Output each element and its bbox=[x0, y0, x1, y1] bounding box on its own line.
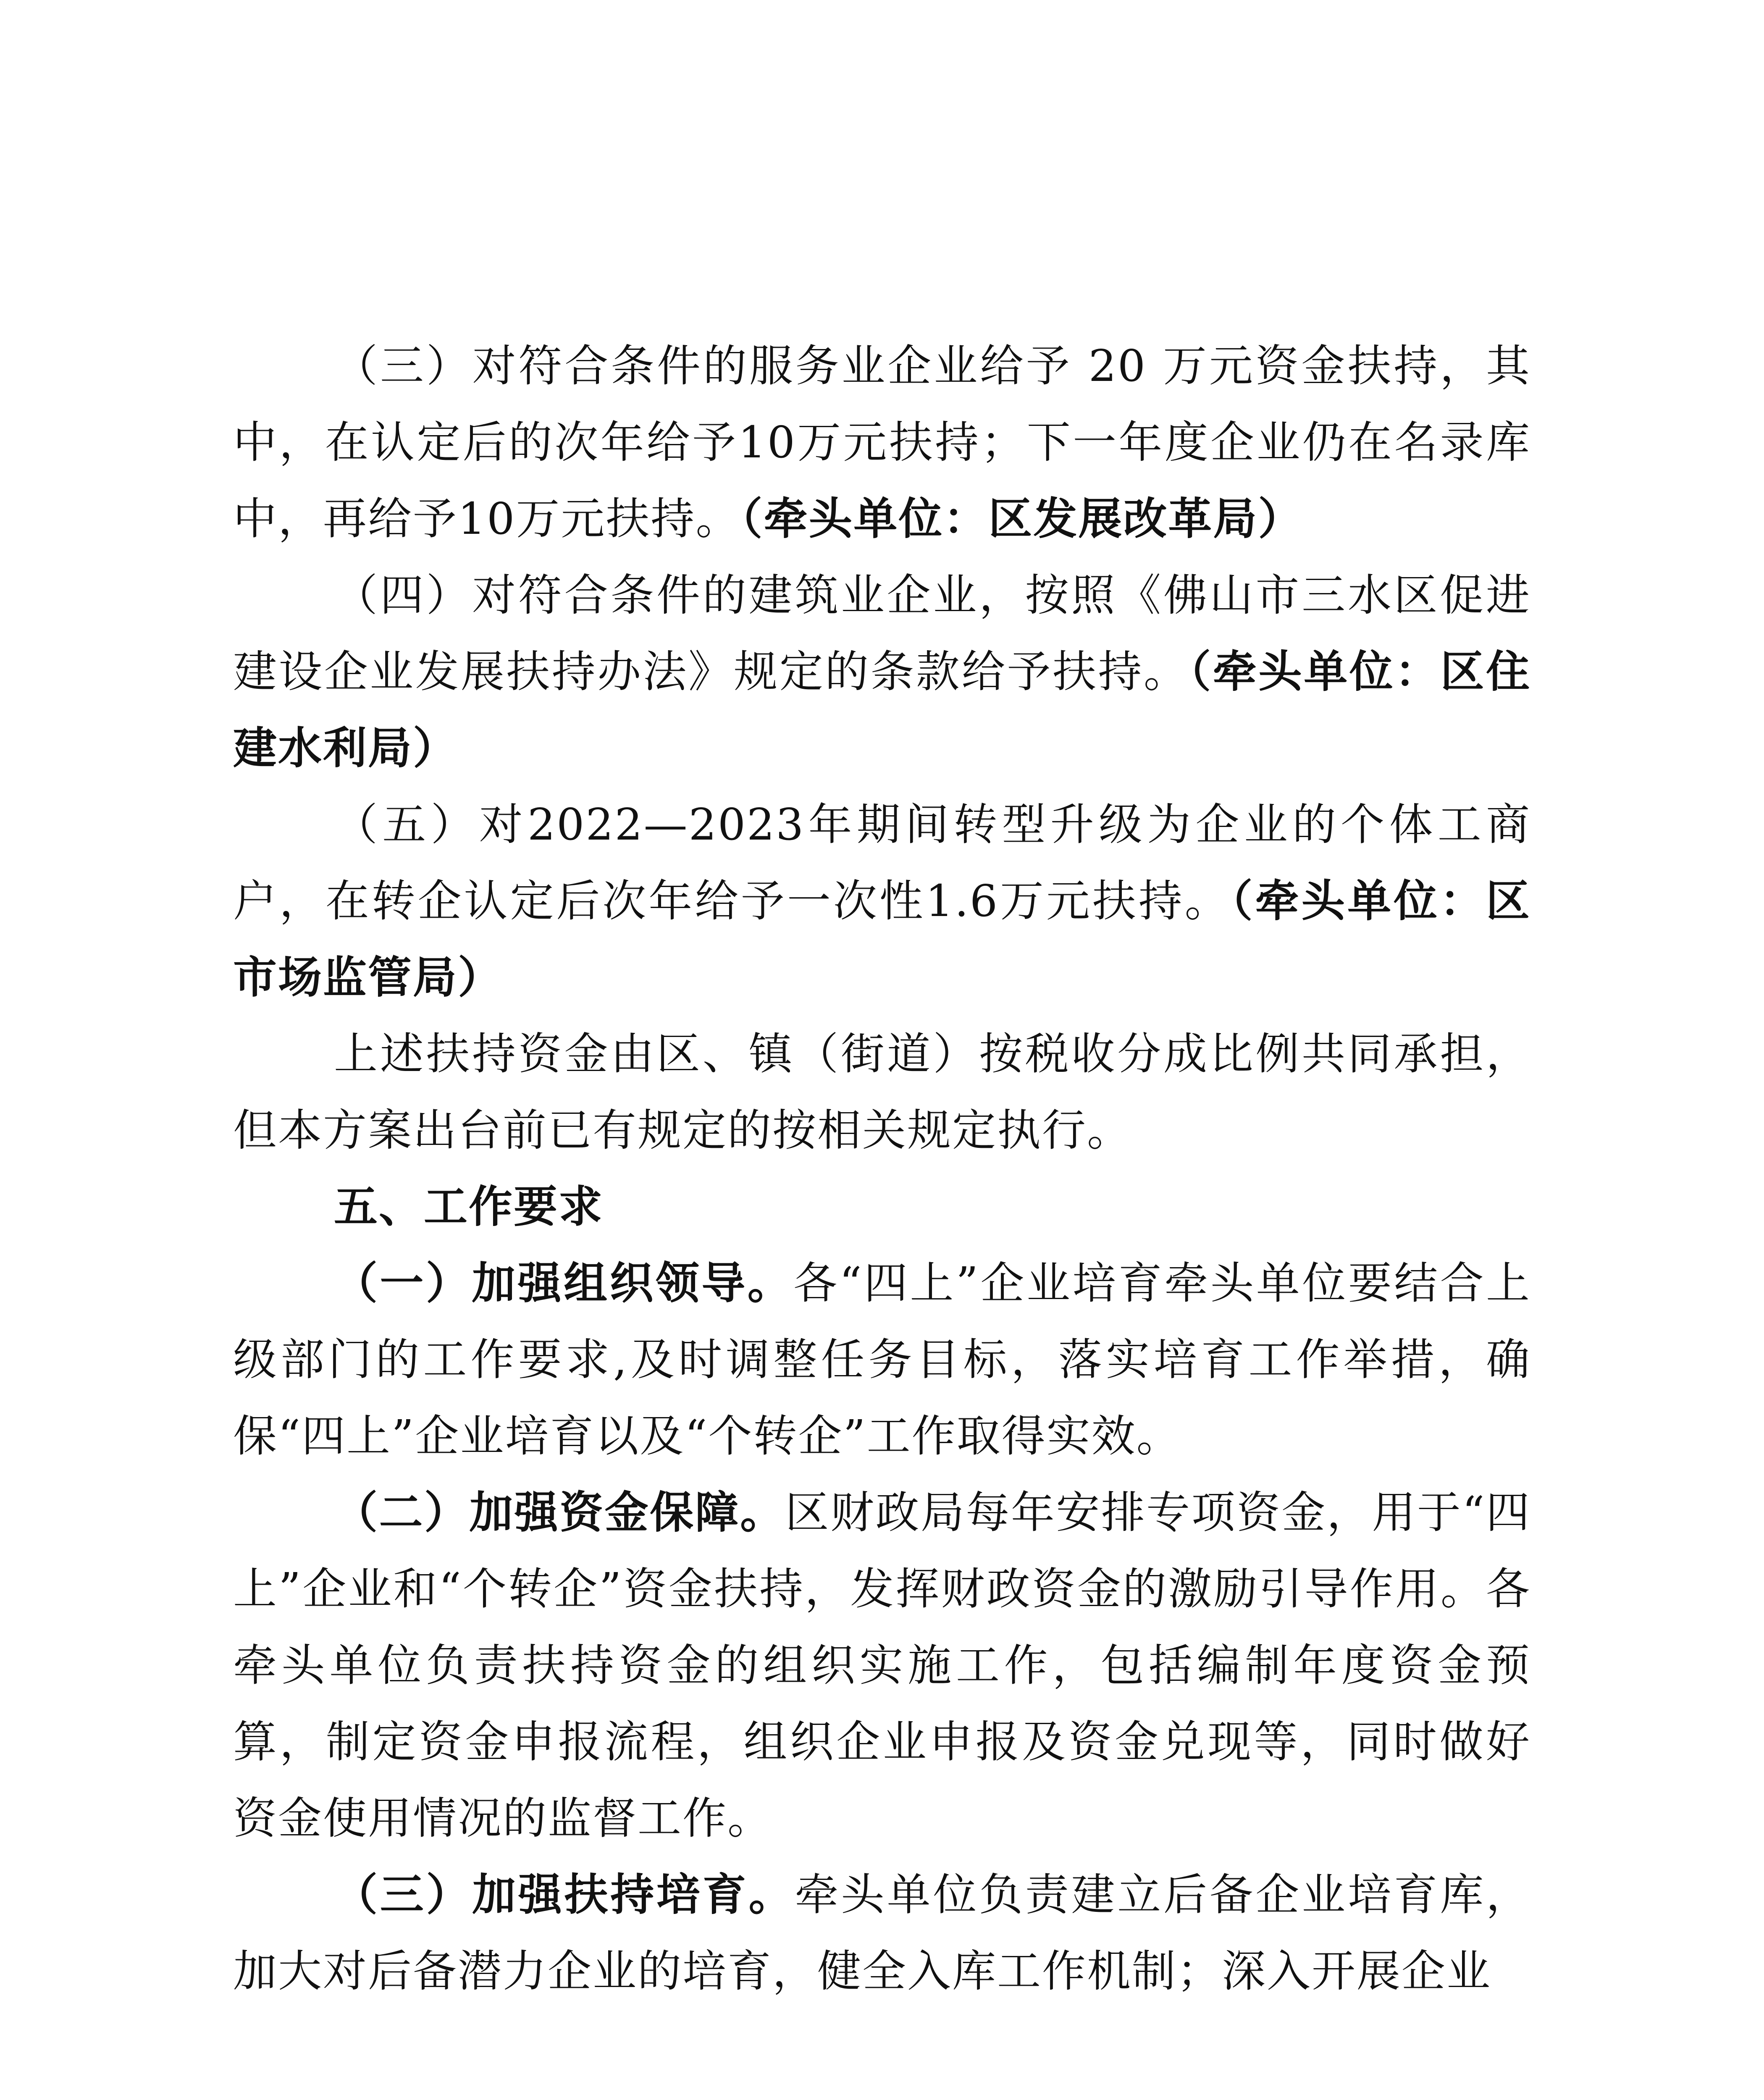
requirement-funding-guarantee bbox=[233, 1474, 1531, 1856]
section-heading: 五、工作要求 bbox=[334, 1181, 604, 1232]
requirement-title: （一）加强组织领导。 bbox=[334, 1257, 794, 1309]
lead-unit-label: （牵头单位：区发展改革局） bbox=[740, 493, 1303, 544]
requirement-title: （三）加强扶持培育。 bbox=[334, 1869, 795, 1920]
paragraph-text: 上述扶持资金由区、镇（街道）按税收分成比例共同承担，但本方案出台前已有规定的按相关规定执行。 bbox=[233, 1028, 1531, 1156]
requirement-text: 牵头单位负责建立后备企业培育库，加大对后备潜力企业的培育，健全入库工作机制；深入开展企业 bbox=[233, 1869, 1531, 1997]
requirement-text: 各“四上”企业培育牵头单位要结合上级部门的工作要求,及时调整任务目标，落实培育工作举措，确保“四上”企业培育以及“个转企”工作取得实效。 bbox=[233, 1257, 1531, 1462]
requirement-support-cultivation bbox=[233, 1856, 1531, 2009]
paragraph-text: （四）对符合条件的建筑业企业，按照《佛山市三水区促进建设企业发展扶持办法》规定的条款给予扶持。 bbox=[233, 570, 1531, 697]
paragraph-text: （五）对2022—2023年期间转型升级为企业的个体工商户，在转企认定后次年给予一次性1.6万元扶持。 bbox=[233, 799, 1531, 927]
requirement-title: （二）加强资金保障。 bbox=[334, 1487, 785, 1538]
requirement-text: 区财政局每年安排专项资金，用于“四上”企业和“个转企”资金扶持，发挥财政资金的激励引导作用。各牵头单位负责扶持资金的组织实施工作，包括编制年度资金预算，制定资金申报流程，组织企业申报及资金兑现等，同时做好资金使用情况的监督工作。 bbox=[233, 1487, 1531, 1844]
paragraph-service-industry-support bbox=[233, 328, 1531, 557]
paragraph-text: （三）对符合条件的服务业企业给予 20 万元资金扶持，其中，在认定后的次年给予10万元扶持；下一年度企业仍在名录库中，再给予10万元扶持。 bbox=[233, 340, 1531, 544]
lead-unit-label: （牵头单位：区住建水利局） bbox=[233, 646, 1531, 774]
document-body bbox=[233, 328, 1531, 2009]
paragraph-funding-sharing bbox=[233, 1016, 1531, 1168]
paragraph-construction-support bbox=[233, 557, 1531, 786]
paragraph-individual-business-support bbox=[233, 786, 1531, 1016]
lead-unit-label: （牵头单位：区市场监管局） bbox=[233, 875, 1531, 1003]
requirement-organization-leadership bbox=[233, 1245, 1531, 1474]
